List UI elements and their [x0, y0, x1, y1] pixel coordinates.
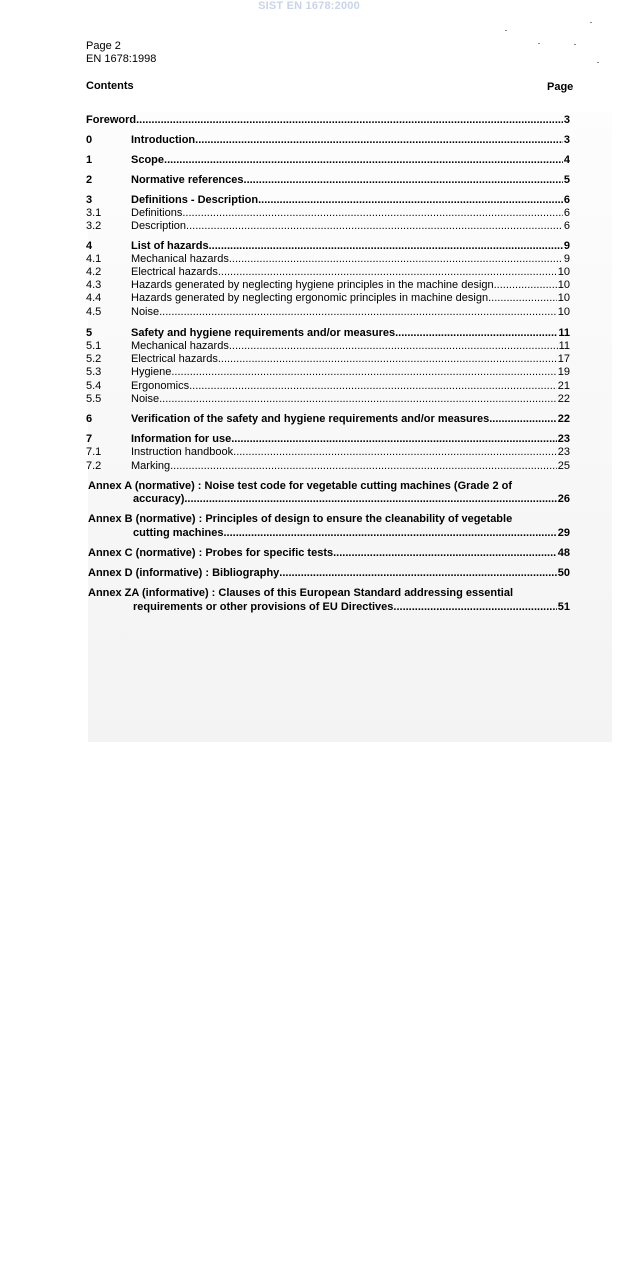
- dot-leader: [488, 292, 557, 305]
- toc-entry[interactable]: [86, 240, 570, 253]
- toc-entry-title: Definitions: [131, 207, 183, 219]
- dot-leader: [171, 366, 556, 379]
- annex-entry-title-cont: requirements or other provisions of EU Directives: [133, 601, 394, 613]
- toc-entry-page: 9: [563, 253, 570, 265]
- dot-leader: [184, 493, 556, 506]
- annex-entry-page: 51: [557, 601, 570, 613]
- toc-entry-page: 4: [563, 154, 570, 166]
- toc-entry[interactable]: [86, 114, 570, 127]
- toc-entry-title: Foreword: [86, 114, 137, 126]
- dot-leader: [209, 240, 563, 253]
- toc-entry-title: Instruction handbook: [131, 446, 234, 458]
- annex-entry-title-cont: cutting machines: [133, 527, 224, 539]
- toc-entry-number: 5.4: [86, 380, 102, 392]
- toc-entry[interactable]: [86, 460, 570, 473]
- dot-leader: [231, 433, 557, 446]
- toc-entry[interactable]: [86, 413, 570, 426]
- toc-entry-number: 4.4: [86, 292, 102, 304]
- toc-entry[interactable]: [86, 306, 570, 319]
- annex-entry-title: Annex C (normative) : Probes for specific tests: [88, 547, 334, 559]
- toc-entry-title: Introduction: [131, 134, 196, 146]
- toc-entry-number: 0: [86, 134, 93, 146]
- dot-leader: [195, 134, 563, 147]
- toc-entry-number: 2: [86, 174, 93, 186]
- toc-entry[interactable]: [86, 253, 570, 266]
- toc-entry-title: Electrical hazards: [131, 353, 218, 365]
- dot-leader: [489, 413, 557, 426]
- toc-entry[interactable]: [86, 327, 570, 340]
- toc-entry-page: 6: [563, 220, 570, 232]
- toc-entry-title: Information for use: [131, 433, 232, 445]
- toc-entry-number: 4: [86, 240, 93, 252]
- dot-leader: [333, 547, 557, 560]
- toc-entry-page: 6: [563, 194, 570, 206]
- toc-entry-page: 22: [557, 393, 570, 405]
- toc-entry[interactable]: [86, 340, 570, 353]
- toc-entry-title: Safety and hygiene requirements and/or measures: [131, 327, 396, 339]
- toc-entry-title: Scope: [131, 154, 165, 166]
- toc-entry-number: 5: [86, 327, 93, 339]
- toc-entry-page: 10: [557, 292, 570, 304]
- toc-entry-page: 10: [557, 266, 570, 278]
- toc-entry[interactable]: [86, 380, 570, 393]
- annex-entry[interactable]: [88, 513, 570, 526]
- toc-entry[interactable]: [86, 174, 570, 187]
- toc-entry-page: 11: [558, 327, 570, 339]
- toc-entry-number: 7.2: [86, 460, 102, 472]
- toc-entry[interactable]: [86, 446, 570, 459]
- toc-entry-title: Definitions - Description: [131, 194, 259, 206]
- toc-entry-title: List of hazards: [131, 240, 209, 252]
- toc-entry-number: 3.2: [86, 220, 102, 232]
- annex-entry-page: 48: [557, 547, 570, 559]
- toc-entry-number: 4.3: [86, 279, 102, 291]
- watermark-text: SIST EN 1678:2000: [258, 0, 360, 12]
- toc-entry-title: Verification of the safety and hygiene requirements and/or measures: [131, 413, 490, 425]
- dot-leader: [218, 266, 557, 279]
- dot-leader: [393, 601, 556, 614]
- toc-entry-number: 3.1: [86, 207, 102, 219]
- dot-leader: [258, 194, 563, 207]
- toc-entry[interactable]: [86, 279, 570, 292]
- dot-leader: [159, 306, 557, 319]
- toc-entry-number: 6: [86, 413, 93, 425]
- toc-entry-number: 7: [86, 433, 93, 445]
- dot-leader: [229, 253, 563, 266]
- toc-entry-title: Mechanical hazards: [131, 253, 229, 265]
- toc-entry[interactable]: [86, 154, 570, 167]
- toc-entry[interactable]: [86, 433, 570, 446]
- toc-entry[interactable]: [86, 134, 570, 147]
- toc-entry-number: 5.1: [86, 340, 102, 352]
- toc-entry-title: Description: [131, 220, 187, 232]
- standard-id: EN 1678:1998: [86, 53, 157, 65]
- annex-entry-page: 29: [557, 527, 570, 539]
- toc-entry[interactable]: [86, 292, 570, 305]
- toc-entry-page: 9: [563, 240, 570, 252]
- toc-entry-page: 11: [558, 340, 570, 352]
- toc-entry-title: Noise: [131, 306, 160, 318]
- toc-entry-page: 3: [563, 114, 570, 126]
- toc-entry-page: 5: [563, 174, 570, 186]
- annex-entry[interactable]: [88, 587, 570, 600]
- annex-entry[interactable]: [88, 567, 570, 580]
- toc-entry-page: 3: [563, 134, 570, 146]
- annex-entry-continuation[interactable]: [88, 527, 570, 540]
- toc-entry[interactable]: [86, 220, 570, 233]
- toc-entry-number: 3: [86, 194, 93, 206]
- dot-leader: [182, 207, 563, 220]
- toc-entry-page: 10: [557, 279, 570, 291]
- toc-entry-title: Hazards generated by neglecting hygiene principles in the machine design: [131, 279, 494, 291]
- contents-heading: Contents: [86, 80, 134, 92]
- toc-entry-page: 19: [557, 366, 570, 378]
- toc-entry-number: 4.5: [86, 306, 102, 318]
- toc-entry-number: 4.2: [86, 266, 102, 278]
- annex-entry-title: Annex B (normative) : Principles of design to ensure the cleanability of vegetable: [88, 513, 513, 525]
- toc-entry-page: 17: [557, 353, 570, 365]
- toc-entry-number: 5.5: [86, 393, 102, 405]
- toc-entry-title: Marking: [131, 460, 171, 472]
- toc-entry-title: Ergonomics: [131, 380, 190, 392]
- annex-entry[interactable]: [88, 480, 570, 493]
- annex-entry-title-cont: accuracy): [133, 493, 185, 505]
- toc-entry-number: 1: [86, 154, 93, 166]
- toc-entry-title: Hygiene: [131, 366, 172, 378]
- toc-entry[interactable]: [86, 366, 570, 379]
- dot-leader: [233, 446, 557, 459]
- toc-entry[interactable]: [86, 353, 570, 366]
- toc-entry-title: Mechanical hazards: [131, 340, 229, 352]
- toc-entry-number: 5.2: [86, 353, 102, 365]
- dot-leader: [223, 527, 556, 540]
- toc-entry-page: 22: [557, 413, 570, 425]
- annex-entry-continuation[interactable]: [88, 601, 570, 614]
- toc-entry-number: 5.3: [86, 366, 102, 378]
- page-number: Page 2: [86, 40, 121, 52]
- toc-entry[interactable]: [86, 266, 570, 279]
- annex-entry-page: 26: [557, 493, 570, 505]
- annex-entry-continuation[interactable]: [88, 493, 570, 506]
- dot-leader: [189, 380, 557, 393]
- annex-entry-title: Annex D (informative) : Bibliography: [88, 567, 280, 579]
- annex-entry[interactable]: [88, 547, 570, 560]
- dot-leader: [229, 340, 558, 353]
- toc-entry-page: 25: [557, 460, 570, 472]
- dot-leader: [279, 567, 556, 580]
- dot-leader: [218, 353, 557, 366]
- annex-entry-title: Annex ZA (informative) : Clauses of this European Standard addressing essential: [88, 587, 514, 599]
- toc-entry-title: Normative references: [131, 174, 244, 186]
- dot-leader: [170, 460, 557, 473]
- toc-entry-title: Hazards generated by neglecting ergonomic principles in machine design: [131, 292, 489, 304]
- dot-leader: [164, 154, 563, 167]
- toc-entry-number: 4.1: [86, 253, 102, 265]
- annex-entry-title: Annex A (normative) : Noise test code for vegetable cutting machines (Grade 2 of: [88, 480, 512, 492]
- toc-entry[interactable]: [86, 194, 570, 207]
- dot-leader: [395, 327, 557, 340]
- toc-entry-title: Electrical hazards: [131, 266, 218, 278]
- toc-entry-page: 23: [557, 446, 570, 458]
- dot-leader: [494, 279, 557, 292]
- dot-leader: [136, 114, 563, 127]
- toc-entry-page: 23: [557, 433, 570, 445]
- toc-entry[interactable]: [86, 207, 570, 220]
- toc-entry-number: 7.1: [86, 446, 102, 458]
- toc-entry-page: 10: [557, 306, 570, 318]
- toc-entry-page: 21: [557, 380, 570, 392]
- annex-entry-page: 50: [557, 567, 570, 579]
- toc-entry[interactable]: [86, 393, 570, 406]
- dot-leader: [159, 393, 557, 406]
- page-column-heading: Page: [547, 81, 574, 93]
- dot-leader: [186, 220, 563, 233]
- toc-entry-page: 6: [563, 207, 570, 219]
- toc-entry-title: Noise: [131, 393, 160, 405]
- dot-leader: [244, 174, 563, 187]
